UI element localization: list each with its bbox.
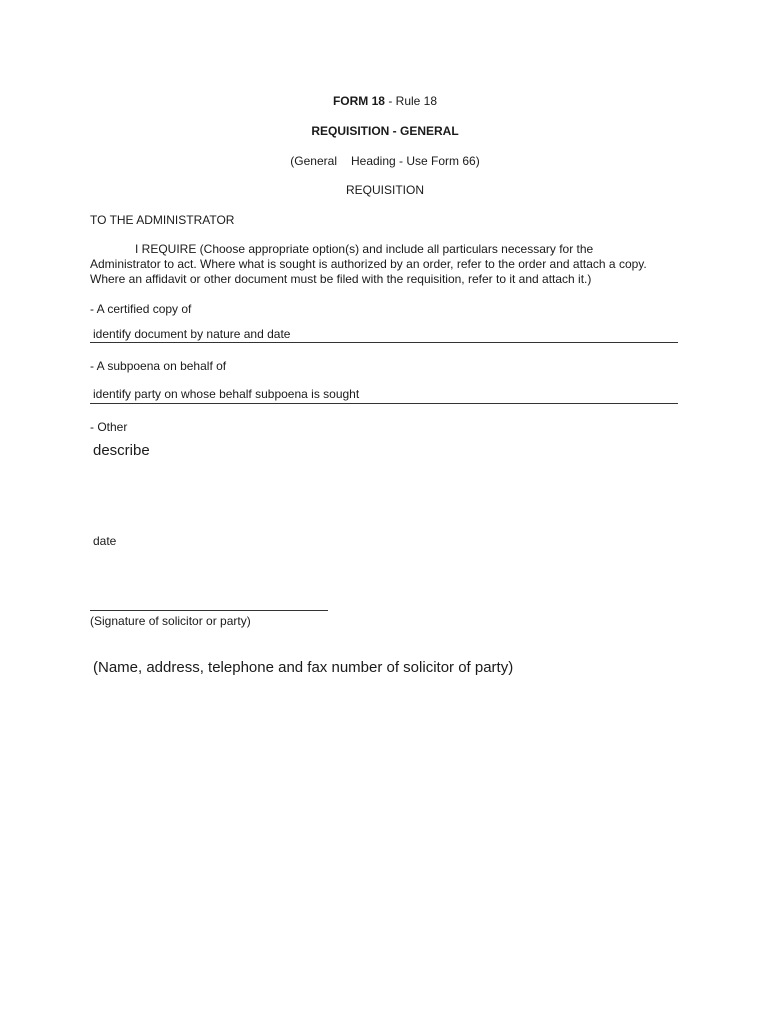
heading-note bbox=[0, 154, 770, 168]
instructions-line-2: Administrator to act. Where what is sought is authorized by an order, refer to the order and attach a copy. bbox=[90, 257, 647, 271]
certified-copy-underline bbox=[90, 342, 678, 343]
signature-caption: (Signature of solicitor or party) bbox=[90, 614, 251, 628]
form-subtitle: REQUISITION - GENERAL bbox=[311, 124, 459, 138]
form-title bbox=[0, 94, 770, 108]
requisition-title: REQUISITION bbox=[345, 183, 424, 197]
subpoena-underline bbox=[90, 403, 678, 404]
option-certified-copy-label: - A certified copy of bbox=[90, 302, 192, 316]
signature-line bbox=[90, 610, 328, 611]
instructions-line-1: I REQUIRE (Choose appropriate option(s) and include all particulars necessary for the bbox=[135, 242, 594, 256]
certified-copy-field[interactable]: identify document by nature and date bbox=[93, 327, 291, 341]
subpoena-field[interactable]: identify party on whose behalf subpoena is sought bbox=[93, 387, 360, 401]
heading-note-part-b: Heading - Use Form 66) bbox=[350, 154, 480, 168]
option-other-label: - Other bbox=[90, 420, 128, 434]
contact-details-field[interactable]: (Name, address, telephone and fax number of solicitor of party) bbox=[93, 659, 514, 676]
form-number: FORM 18 bbox=[332, 94, 385, 108]
date-field[interactable]: date bbox=[93, 534, 117, 548]
form-rule: - Rule 18 bbox=[384, 94, 438, 108]
addressee: TO THE ADMINISTRATOR bbox=[90, 213, 235, 227]
instructions-paragraph bbox=[90, 242, 690, 287]
heading-note-part-a: (General bbox=[290, 154, 337, 168]
instructions-line-3: Where an affidavit or other document must be filed with the requisition, refer to it and attach it.) bbox=[90, 272, 592, 286]
option-subpoena-label: - A subpoena on behalf of bbox=[90, 359, 227, 373]
other-describe-field[interactable]: describe bbox=[93, 442, 150, 459]
